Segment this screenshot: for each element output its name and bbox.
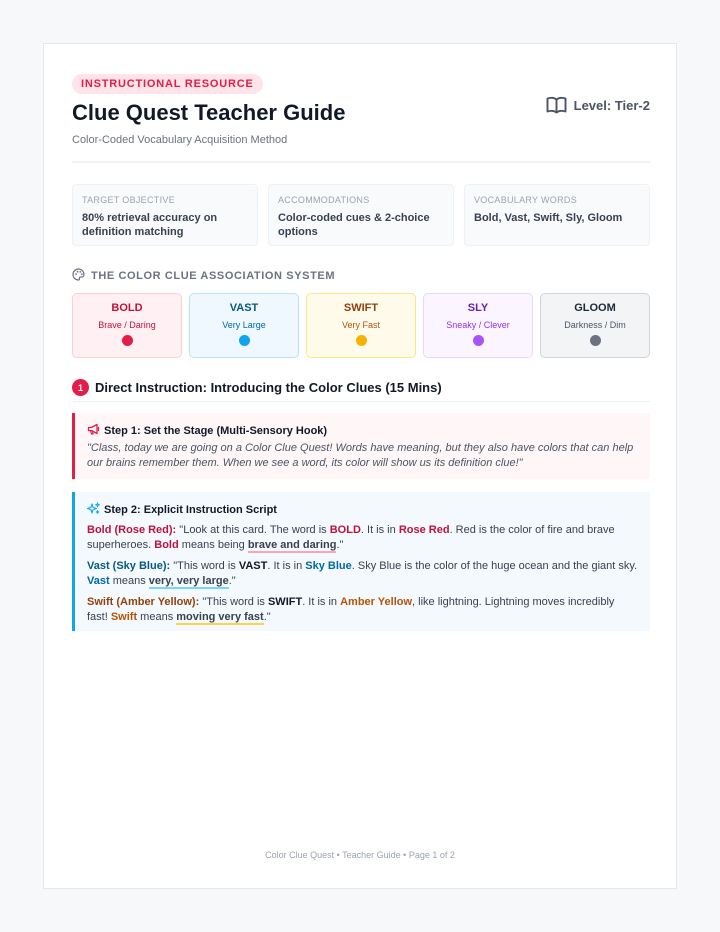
clue-definition: Very Fast bbox=[341, 320, 380, 330]
info-label: VOCABULARY WORDS bbox=[474, 195, 577, 205]
script-vast bbox=[87, 559, 638, 589]
step-1-heading bbox=[87, 423, 638, 438]
script-text: means bbox=[137, 611, 177, 623]
step-2-title: Step 2: Explicit Instruction Script bbox=[104, 504, 277, 516]
color-system-title: THE COLOR CLUE ASSOCIATION SYSTEM bbox=[91, 270, 336, 282]
info-label: TARGET OBJECTIVE bbox=[82, 195, 175, 205]
color-name: Rose Red bbox=[398, 524, 450, 536]
script-text: "Look at this card. The word is bbox=[176, 524, 330, 536]
script-text: . It is in bbox=[360, 524, 399, 536]
word-meaning: moving very fast bbox=[176, 611, 264, 623]
word-meaning: brave and daring bbox=[247, 539, 337, 551]
clue-card-gloom bbox=[540, 293, 650, 358]
level-text: Level: Tier-2 bbox=[573, 97, 650, 113]
script-text: ." bbox=[263, 611, 271, 623]
script-text: . Sky Blue is the color of the huge ocean and the giant sky. bbox=[351, 560, 638, 572]
vocab-word: VAST bbox=[238, 560, 268, 572]
step-2-heading bbox=[87, 502, 638, 518]
vocab-word: SWIFT bbox=[267, 596, 303, 608]
info-cards bbox=[72, 184, 650, 246]
phase-divider bbox=[72, 401, 650, 402]
script-label: Vast (Sky Blue): bbox=[87, 560, 171, 572]
script-text: . It is in bbox=[267, 560, 306, 572]
script-text: "This word is bbox=[199, 596, 268, 608]
word-meaning: very, very large bbox=[148, 575, 229, 587]
script-text: . Red is the color of fire and brave superheroes. bbox=[87, 524, 615, 551]
clue-definition: Brave / Daring bbox=[98, 320, 156, 330]
vocab-word: Swift bbox=[110, 611, 138, 623]
step-1-block bbox=[72, 413, 650, 479]
vocab-word: Vast bbox=[87, 575, 110, 587]
color-dot bbox=[122, 335, 133, 346]
header-divider bbox=[72, 161, 650, 163]
clue-card-sly bbox=[423, 293, 533, 358]
clue-card-bold bbox=[72, 293, 182, 358]
script-text: "This word is bbox=[170, 560, 239, 572]
page-subtitle: Color-Coded Vocabulary Acquisition Method bbox=[72, 134, 288, 146]
vocab-word: BOLD bbox=[329, 524, 361, 536]
page-footer: Color Clue Quest • Teacher Guide • Page 1 of 2 bbox=[265, 850, 455, 860]
level-indicator bbox=[546, 96, 650, 114]
script-label: Bold (Rose Red): bbox=[87, 524, 177, 536]
script-label: Swift (Amber Yellow): bbox=[87, 596, 200, 608]
megaphone-icon bbox=[87, 423, 100, 438]
step-1-quote: "Class, today we are going on a Color Clue Quest! Words have meaning, but they also have colors that can help our brains remember them. When we see a word, its color will show us its definition clue!" bbox=[87, 442, 634, 469]
phase-heading bbox=[72, 379, 650, 396]
sparkles-icon bbox=[87, 502, 100, 518]
page-content bbox=[72, 74, 650, 631]
info-value: Bold, Vast, Swift, Sly, Gloom bbox=[474, 212, 623, 224]
color-dot bbox=[239, 335, 250, 346]
clue-word: SLY bbox=[467, 302, 489, 314]
phase-number-badge: 1 bbox=[72, 379, 89, 396]
script-text: ." bbox=[336, 539, 344, 551]
script-swift bbox=[87, 595, 638, 625]
script-text: . It is in bbox=[302, 596, 341, 608]
info-value: Color-coded cues & 2-choice options bbox=[278, 212, 430, 238]
vocab-word: Bold bbox=[154, 539, 179, 551]
color-clue-cards bbox=[72, 293, 650, 358]
color-system-heading bbox=[72, 268, 650, 284]
clue-definition: Darkness / Dim bbox=[564, 320, 626, 330]
vocabulary-card bbox=[464, 184, 650, 246]
script-bold bbox=[87, 523, 638, 553]
guide-page bbox=[43, 43, 677, 889]
script-text: means being bbox=[178, 539, 248, 551]
info-value: 80% retrieval accuracy on definition matching bbox=[82, 212, 218, 238]
clue-word: GLOOM bbox=[574, 302, 616, 314]
color-dot bbox=[356, 335, 367, 346]
open-book-icon bbox=[546, 96, 567, 114]
color-name: Sky Blue bbox=[305, 560, 352, 572]
info-label: ACCOMMODATIONS bbox=[278, 195, 370, 205]
objective-card bbox=[72, 184, 258, 246]
clue-card-swift bbox=[306, 293, 416, 358]
accommodations-card bbox=[268, 184, 454, 246]
page-title: Clue Quest Teacher Guide bbox=[72, 100, 346, 125]
step-1-title: Step 1: Set the Stage (Multi-Sensory Hook) bbox=[104, 424, 328, 437]
clue-word: SWIFT bbox=[343, 302, 379, 314]
resource-badge: INSTRUCTIONAL RESOURCE bbox=[72, 74, 263, 94]
clue-card-vast bbox=[189, 293, 299, 358]
phase-title: Direct Instruction: Introducing the Color Clues (15 Mins) bbox=[95, 380, 442, 395]
script-text: ." bbox=[228, 575, 236, 587]
clue-definition: Sneaky / Clever bbox=[446, 320, 510, 330]
color-dot bbox=[473, 335, 484, 346]
script-text: means bbox=[109, 575, 149, 587]
clue-word: VAST bbox=[229, 302, 259, 314]
clue-word: BOLD bbox=[111, 302, 143, 314]
color-name: Amber Yellow bbox=[340, 596, 413, 608]
step-2-block bbox=[72, 492, 650, 631]
color-dot bbox=[590, 335, 601, 346]
script-text: , like lightning. Lightning moves incredibly fast! bbox=[87, 596, 615, 623]
clue-definition: Very Large bbox=[222, 320, 266, 330]
palette-icon bbox=[72, 268, 85, 284]
